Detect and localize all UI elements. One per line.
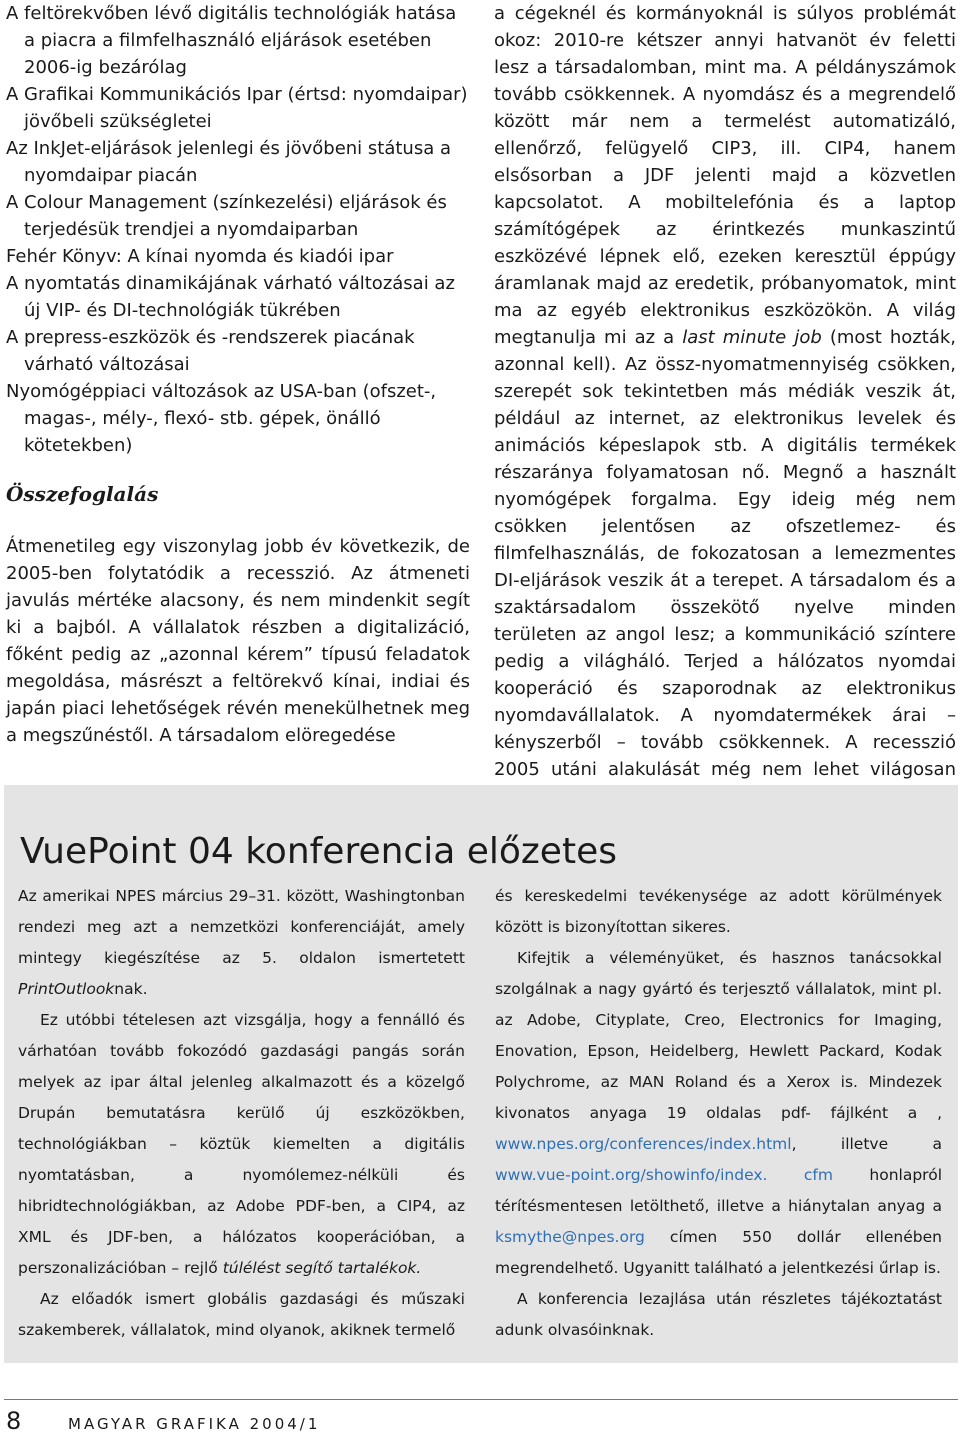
paragraph-text: (most hozták, azonnal kell). Az össz-nyomatmennyiség csökken, szerepét sok tekintetben más médiák veszik át, például az internet, az elektronikus levelek és animációs képeslapok stb. A digitális termékek részaránya folyamatosan nő. Megnő a használt nyomógépek forgalma. Egy ideig még nem csökken jelentősen az ofszetlemez- és filmfelhasználás, de fokozatosan a lemezmentes DI-eljárások veszik át a terepet. A társadalom és a szaktársadalom összekötő nyelve minden területen az angol lesz; a kommunikáció színtere pedig a világháló. Terjed a hálózatos nyomdai kooperáció és szaporodnak az elektronikus nyomdavállalatok. A nyomdatermékek árai – kényszerből – tovább csökkennek. A recesszió 2005 utáni alakulását még nem lehet világosan bbox=[494, 327, 956, 780]
paragraph-text: nak. bbox=[114, 980, 148, 998]
box-paragraph bbox=[18, 1005, 465, 1284]
right-column bbox=[494, 0, 956, 810]
list-item: Nyomógéppiaci változások az USA-ban (ofszet-, magas-, mély-, flexó- stb. gépek, önálló kötetekben) bbox=[6, 381, 437, 456]
list-item: Az InkJet-eljárások jelenlegi és jövőbeni státusa a nyomdaipar piacán bbox=[6, 138, 451, 186]
box-paragraph: A konferencia lezajlása után részletes tájékoztatást adunk olvasóinknak. bbox=[495, 1290, 942, 1339]
paragraph-text: Ez utóbbi tételesen azt vizsgálja, hogy a fennálló és várhatóan tovább fokozódó gazdasági pangás során melyek az ipar által jelenleg alkalmazott és a közelgő Drupán bemutatásra kerülő új eszközökben, technológiákban – köztük kiemelten a digitális nyomtatásban, a nyomólemez-nélküli és hibridtechnológiákban, az Adobe PDF-ben, a CIP4, az XML és JDF-ben, a hálózatos kooperációban, a perszonalizációban – rejlő bbox=[18, 1011, 465, 1277]
italic-term: PrintOutlook bbox=[18, 980, 115, 998]
paragraph-text: honlapról térítésmentesen letölthető, illetve a hiánytalan anyag a bbox=[495, 1166, 942, 1215]
list-item: Fehér Könyv: A kínai nyomda és kiadói ipar bbox=[6, 246, 394, 267]
box-paragraph: és kereskedelmi tevékenysége az adott körülmények között is bizonyítottan sikeres. bbox=[495, 887, 942, 936]
magazine-issue: MAGYAR GRAFIKA 2004/1 bbox=[68, 1415, 321, 1433]
box-title: VuePoint 04 konferencia előzetes bbox=[20, 831, 617, 873]
list-item: A nyomtatás dinamikájának várható változásai az új VIP- és DI-technológiák tükrében bbox=[6, 273, 455, 321]
italic-term: túlélést segítő tartalékok. bbox=[222, 1259, 422, 1277]
conference-box bbox=[4, 785, 958, 1363]
report-list bbox=[6, 0, 470, 459]
email-link[interactable]: ksmythe@npes.org bbox=[495, 1228, 645, 1246]
paragraph-text: , illetve a bbox=[791, 1135, 942, 1153]
vue-point-link[interactable]: www.vue-point.org/showinfo/index. cfm bbox=[495, 1166, 833, 1184]
paragraph-text: címen 550 dollár ellenében megrendelhető. Ugyanitt található a jelentkezési űrlap is. bbox=[495, 1228, 942, 1277]
italic-term: last minute job bbox=[682, 327, 822, 348]
npes-conference-link[interactable]: www.npes.org/conferences/index.html bbox=[495, 1135, 792, 1153]
box-paragraph: Az előadók ismert globális gazdasági és műszaki szakemberek, vállalatok, mind olyanok, akiknek termelő bbox=[18, 1290, 465, 1339]
summary-paragraph: Átmenetileg egy viszonylag jobb év következik, de 2005-ben folytatódik a recesszió. Az átmeneti javulás mértéke alacsony, és nem mindenkit segít ki a bajból. A vállalatok részben a digitalizáció, főként pedig az „azonnal kérem” típusú feladatok megoldása, másrészt a feltörekvő kínai, indiai és japán piaci lehetőségek révén menekülhetnek meg a megszűnéstől. A társadalom elöregedése bbox=[6, 536, 470, 746]
list-item: A feltörekvőben lévő digitális technológiák hatása a piacra a filmfelhasználó eljárások esetében 2006-ig bezárólag bbox=[6, 3, 457, 78]
page-number: 8 bbox=[6, 1407, 22, 1435]
list-item: A prepress-eszközök és -rendszerek piacának várható változásai bbox=[6, 327, 415, 375]
paragraph-text: a cégeknél és kormányoknál is súlyos problémát okoz: 2010-re kétszer annyi hatvanöt év feletti lesz a társadalomban, mint ma. A példányszámok tovább csökkennek. A nyomdász és a megrendelő között már nem a termelést automatizáló, ellenőrző, felügyelő CIP3, ill. CIP4, hanem elsősorban a JDF jelenti majd a közvetlen kapcsolatot. A mobiltelefónia és a laptop számítógépek az érintkezés munkaszintű eszközévé lépnek elő, ezeken keresztül éppúgy áramlanak majd az eredetik, próbanyomatok, mint ma az egyéb elektronikus eszközökön. A világ megtanulja mi az a bbox=[494, 3, 956, 348]
footer-divider bbox=[4, 1399, 958, 1400]
list-item: A Grafikai Kommunikációs Ipar (értsd: nyomdaipar) jövőbeli szükségletei bbox=[6, 84, 468, 132]
paragraph-text: Az amerikai NPES március 29–31. között, Washingtonban rendezi meg azt a nemzetközi konferenciáját, amely mintegy kiegészítése az 5. oldalon ismertetett bbox=[18, 887, 465, 967]
box-paragraph bbox=[18, 881, 465, 1005]
box-paragraph bbox=[495, 943, 942, 1284]
list-item: A Colour Management (színkezelési) eljárások és terjedésük trendjei a nyomdaiparban bbox=[6, 192, 447, 240]
paragraph-text: Kifejtik a véleményüket, és hasznos tanácsokkal szolgálnak a nagy gyártó és terjesztő vállalatok, mint pl. az Adobe, Cityplate, Creo, Electronics for Imaging, Enovation, Epson, Heidelberg, Hewlett Packard, Kodak Polychrome, az MAN Roland és a Xerox is. Mindezek kivonatos anyaga 19 oldalas pdf- fájlként a , bbox=[495, 949, 942, 1122]
right-column-paragraph bbox=[494, 0, 956, 810]
box-right-column bbox=[495, 881, 942, 1346]
box-left-column bbox=[18, 881, 465, 1346]
summary-heading: Összefoglalás bbox=[6, 482, 159, 506]
left-column bbox=[6, 0, 470, 749]
